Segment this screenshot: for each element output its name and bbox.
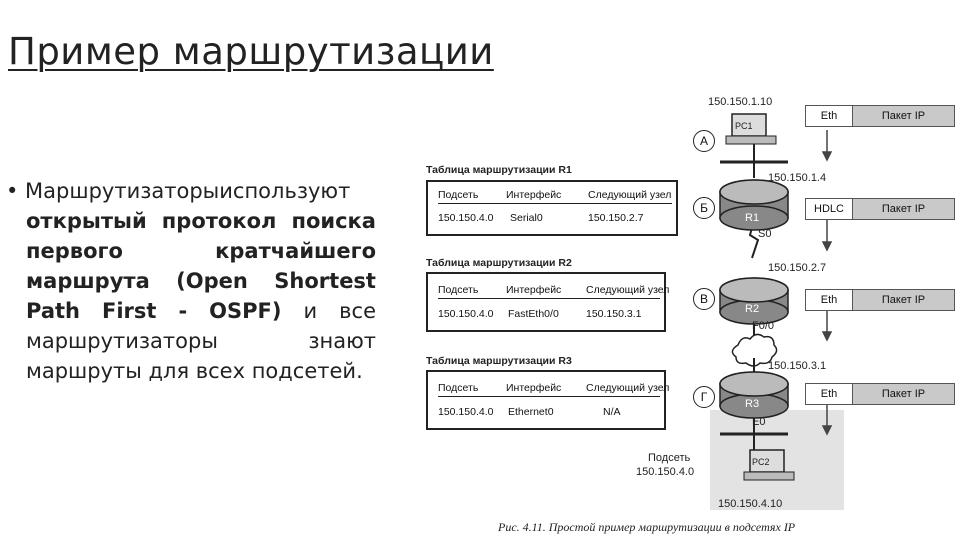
header-cell: Интерфейс: [506, 382, 562, 394]
bullet-word: открытый: [26, 209, 147, 233]
r2-ip-label: 150.150.2.7: [768, 262, 827, 274]
bullet-word: поиска: [291, 209, 376, 233]
bullet-line-3: [6, 236, 376, 266]
pc1-label: PC1: [735, 121, 753, 131]
bullet-word: протокол: [161, 209, 277, 233]
frame-b: [805, 198, 955, 220]
bullet-word: (Open: [176, 269, 248, 293]
router-r3-icon: [720, 372, 788, 418]
table-cell: N/A: [603, 406, 621, 418]
frame-payload: Пакет IP: [853, 199, 954, 219]
r3-ip-label: 150.150.3.1: [768, 360, 827, 372]
arrow-down-icon: [823, 332, 831, 340]
header-cell: Подсеть: [438, 284, 479, 296]
frame-payload: Пакет IP: [853, 384, 954, 404]
table-header: [438, 284, 670, 298]
table-cell: 150.150.4.0: [438, 212, 494, 224]
frame-g: [805, 383, 955, 405]
frame-payload: Пакет IP: [853, 290, 954, 310]
header-cell: Подсеть: [438, 189, 479, 201]
bullet-word: • Маршрутизаторыиспользуют: [6, 179, 351, 203]
table-cell: 150.150.4.0: [438, 308, 494, 320]
frame-v: [805, 289, 955, 311]
table-title-r2: Таблица маршрутизации R2: [426, 257, 572, 269]
bullet-word: кратчайшего: [215, 239, 376, 263]
table-row: [438, 308, 660, 322]
bullet-word: -: [178, 299, 188, 323]
bullet-word: и: [303, 299, 318, 323]
figure-caption: Рис. 4.11. Простой пример маршрутизации в подсетях IP: [498, 520, 796, 534]
bullet-word: First: [102, 299, 157, 323]
step-b-badge: Б: [693, 197, 715, 219]
bullet-word: Shortest: [274, 269, 376, 293]
frame-header: Eth: [806, 290, 853, 310]
r1-label: R1: [745, 212, 760, 224]
pc2-label: PC2: [752, 457, 770, 467]
table-cell: 150.150.4.0: [438, 406, 494, 418]
r3-label: R3: [745, 398, 760, 410]
f00-label: F0/0: [752, 320, 775, 332]
s0-label: S0: [758, 228, 772, 240]
frame-payload: Пакет IP: [853, 106, 954, 126]
r2-label: R2: [745, 303, 760, 315]
table-header: [438, 189, 672, 203]
subnet-ip-label: 150.150.4.0: [636, 466, 695, 478]
frame-header: Eth: [806, 384, 853, 404]
r1-ip-label: 150.150.1.4: [768, 172, 827, 184]
table-cell: Ethernet0: [508, 406, 554, 418]
pc1-ip-label: 150.150.1.10: [708, 96, 773, 108]
header-cell: Интерфейс: [506, 284, 562, 296]
table-cell: FastEth0/0: [508, 308, 559, 320]
bullet-word: Path: [26, 299, 80, 323]
e0-label: E0: [752, 416, 766, 428]
routing-table-r3: [426, 370, 670, 430]
frame-header: HDLC: [806, 199, 853, 219]
step-g-badge: Г: [693, 386, 715, 408]
bullet-word: первого: [26, 239, 123, 263]
header-cell: Интерфейс: [506, 189, 562, 201]
bullet-word: маршруты для всех подсетей.: [26, 359, 363, 383]
step-v-badge: В: [693, 288, 715, 310]
header-cell: Подсеть: [438, 382, 479, 394]
arrow-down-icon: [823, 152, 831, 160]
bullet-line-1: [6, 176, 376, 206]
step-a-badge: А: [693, 130, 715, 152]
bullet-text: [6, 176, 376, 386]
table-title-r3: Таблица маршрутизации R3: [426, 355, 572, 367]
routing-table-r1: [426, 180, 678, 236]
bullet-line-7: [6, 356, 376, 386]
frame-a: [805, 105, 955, 127]
bullet-word: OSPF): [209, 299, 282, 323]
table-header: [438, 382, 670, 396]
bullet-line-6: [6, 326, 376, 356]
bullet-line-5: [6, 296, 376, 326]
header-cell: Следующий узел: [586, 284, 670, 296]
router-r2-icon: [720, 278, 788, 324]
table-title-r1: Таблица маршрутизации R1: [426, 164, 572, 176]
bullet-line-4: [6, 266, 376, 296]
routing-table-r2: [426, 272, 670, 332]
arrow-down-icon: [823, 242, 831, 250]
bullet-word: все: [339, 299, 376, 323]
bullet-word: знают: [308, 329, 376, 353]
bullet-line-2: [6, 206, 376, 236]
table-cell: 150.150.2.7: [588, 212, 644, 224]
table-cell: 150.150.3.1: [586, 308, 642, 320]
bullet-word: маршрута: [26, 269, 150, 293]
table-row: [438, 212, 672, 226]
pc2-ip-label: 150.150.4.10: [718, 498, 783, 510]
table-cell: Serial0: [510, 212, 543, 224]
table-row: [438, 406, 660, 420]
bullet-word: маршрутизаторы: [26, 329, 218, 353]
subnet-label: Подсеть: [648, 452, 691, 464]
header-cell: Следующий узел: [588, 189, 672, 201]
header-cell: Следующий узел: [586, 382, 670, 394]
slide-title: Пример маршрутизации: [8, 30, 494, 73]
frame-header: Eth: [806, 106, 853, 126]
